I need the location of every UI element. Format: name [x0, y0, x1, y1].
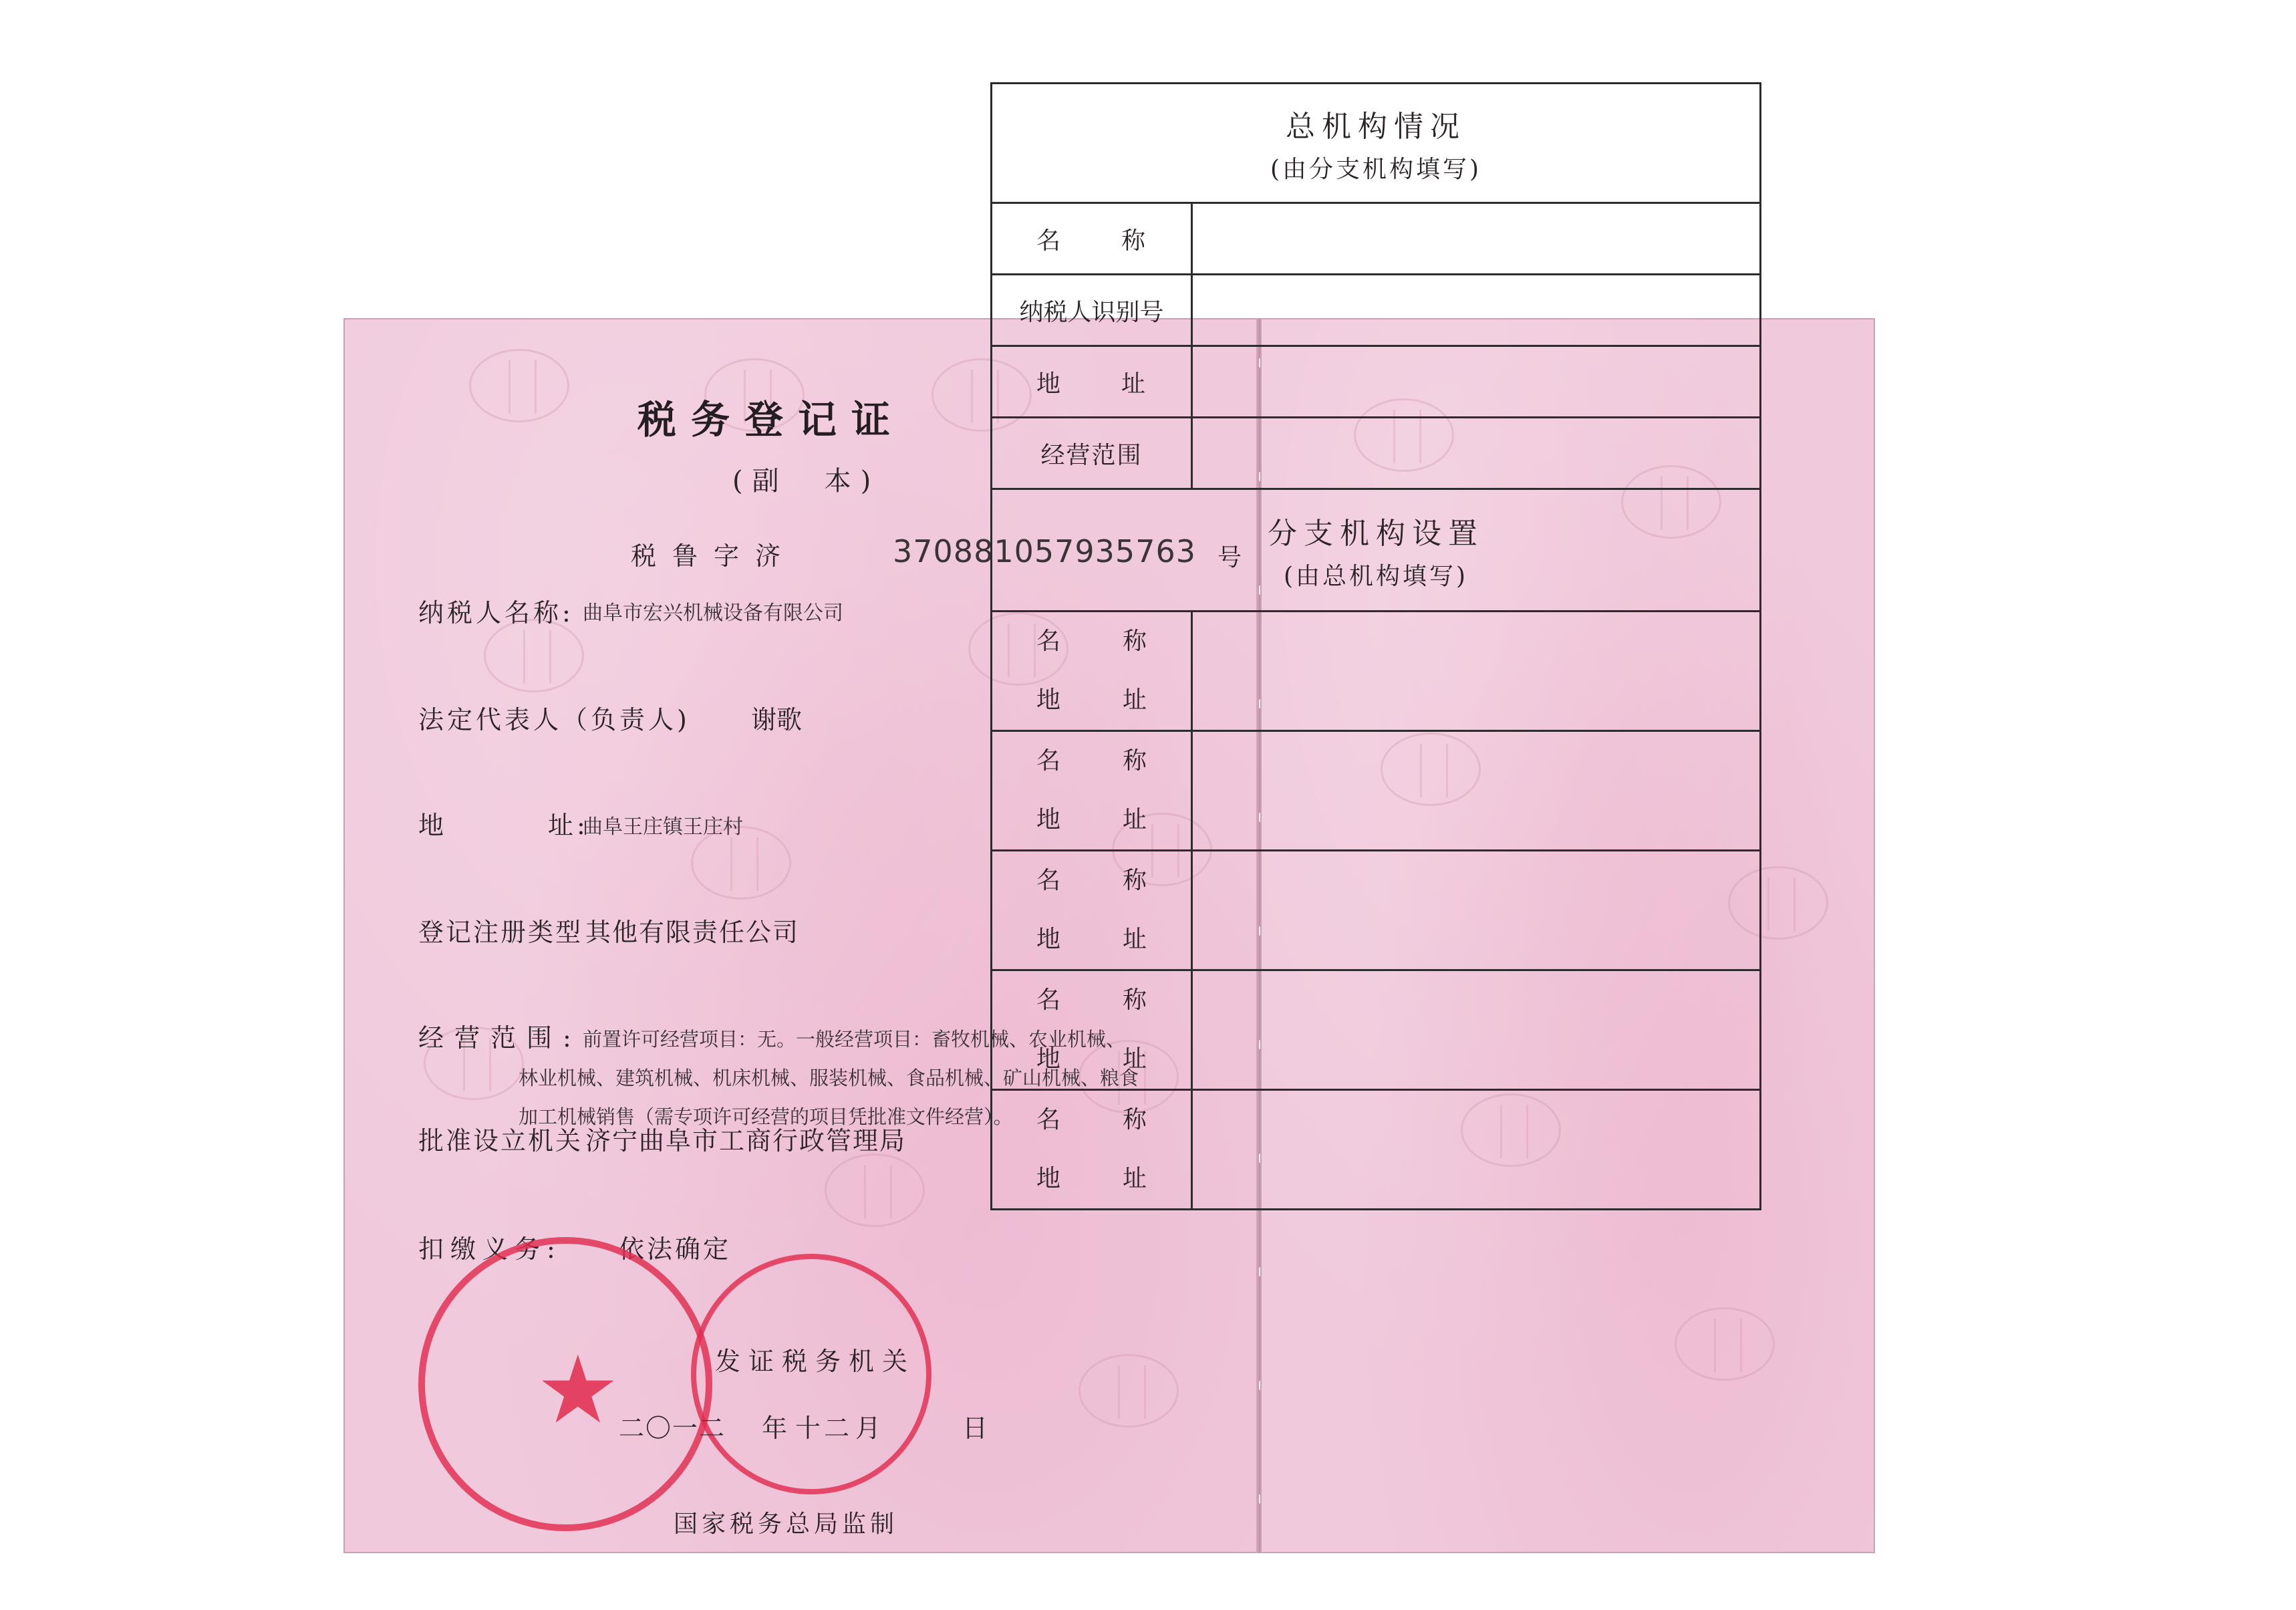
hq-section-title: 总机构情况 — [1286, 109, 1466, 144]
branch-info-table — [990, 82, 1761, 1210]
branch-address-label: 地 址 — [1036, 1165, 1147, 1192]
issue-date-month-unit: 月 — [855, 1414, 885, 1443]
watermark-emblem — [825, 1154, 925, 1227]
branch-address-label: 地 址 — [1036, 926, 1147, 953]
branch-name-label: 名 称 — [1036, 986, 1147, 1014]
serial-suffix: 号 — [1217, 544, 1242, 571]
branch-name-label: 名 称 — [1036, 628, 1147, 655]
hq-name-cell — [1192, 203, 1761, 275]
taxpayer-name-value: 曲阜市宏兴机械设备有限公司 — [583, 601, 843, 625]
hq-address-cell — [1192, 346, 1761, 418]
issue-date-year: 二〇一二 — [619, 1414, 726, 1443]
address-value: 曲阜王庄镇王庄村 — [583, 815, 743, 839]
issuing-authority: 发证税务机关 — [715, 1347, 916, 1376]
address-label-char1: 地 — [418, 811, 448, 840]
business-scope-line: 前置许可经营项目：无。一般经营项目：畜牧机械、农业机械、 — [583, 1028, 1126, 1051]
serial-prefix: 税鲁字济 — [631, 541, 797, 571]
approval-authority-label: 批准设立机关 — [418, 1126, 583, 1156]
business-scope-line: 加工机械销售（需专项许可经营的项目凭批准文件经营）。 — [519, 1105, 1013, 1128]
branch-row-cell — [1192, 851, 1761, 970]
certificate-title: 税务登记证 — [637, 397, 905, 442]
branch-row-labels — [992, 612, 1192, 731]
watermark-emblem — [469, 349, 569, 422]
branch-address-label: 地 址 — [1036, 686, 1147, 714]
branch-row-cell — [1192, 970, 1761, 1090]
issue-date-year-unit: 年 — [762, 1414, 791, 1443]
address-label-char2: 址: — [548, 811, 589, 840]
supervisor-note: 国家税务总局监制 — [674, 1510, 899, 1538]
branch-section-title: 分支机构设置 — [1268, 516, 1484, 551]
approval-authority-value: 济宁曲阜市工商行政管理局 — [585, 1126, 907, 1156]
hq-scope-label: 经营范围 — [992, 418, 1192, 489]
watermark-emblem — [484, 619, 584, 692]
branch-name-label: 名 称 — [1036, 747, 1147, 775]
branch-section-note: (由总机构填写) — [1283, 562, 1469, 590]
hq-taxpayer-id-cell — [1192, 275, 1761, 346]
legal-rep-label: 法定代表人（负责人) — [418, 705, 690, 734]
branch-name-label: 名 称 — [1036, 1106, 1147, 1133]
hq-scope-cell — [1192, 418, 1761, 489]
business-scope-label: 经营范围: — [418, 1023, 582, 1053]
serial-number: 370881057935763 — [893, 533, 1196, 569]
hq-address-label: 地 址 — [992, 346, 1192, 418]
branch-row-cell — [1192, 731, 1761, 851]
hq-name-label: 名 称 — [992, 203, 1192, 275]
seal-star-icon: ★ — [536, 1336, 620, 1445]
branch-address-label: 地 址 — [1036, 1045, 1147, 1073]
issue-date-month: 十二 — [795, 1414, 853, 1443]
business-scope-line: 林业机械、建筑机械、机床机械、服装机械、食品机械、矿山机械、粮食 — [519, 1067, 1139, 1089]
registration-type-label: 登记注册类型 — [418, 918, 583, 947]
certificate-subtitle: (副 本) — [732, 466, 881, 497]
branch-row-labels — [992, 970, 1192, 1090]
issue-date-day-unit: 日 — [962, 1414, 992, 1443]
withholding-value: 依法确定 — [619, 1234, 732, 1264]
withholding-label: 扣缴义务: — [418, 1234, 562, 1264]
branch-name-label: 名 称 — [1036, 867, 1147, 894]
hq-section-note: (由分支机构填写) — [1270, 155, 1482, 183]
branch-row-labels — [992, 731, 1192, 851]
registration-type-value: 其他有限责任公司 — [585, 918, 800, 947]
legal-rep-value: 谢歌 — [751, 705, 803, 734]
branch-row-labels — [992, 1090, 1192, 1210]
hq-taxpayer-id-label: 纳税人识别号 — [992, 275, 1192, 346]
branch-address-label: 地 址 — [1036, 806, 1147, 833]
taxpayer-name-label: 纳税人名称: — [418, 598, 574, 628]
watermark-emblem — [1675, 1307, 1775, 1381]
hq-section-header — [992, 84, 1761, 203]
branch-section-header — [992, 489, 1761, 612]
watermark-emblem — [1079, 1354, 1179, 1428]
branch-row-labels — [992, 851, 1192, 970]
branch-row-cell — [1192, 1090, 1761, 1210]
branch-row-cell — [1192, 612, 1761, 731]
